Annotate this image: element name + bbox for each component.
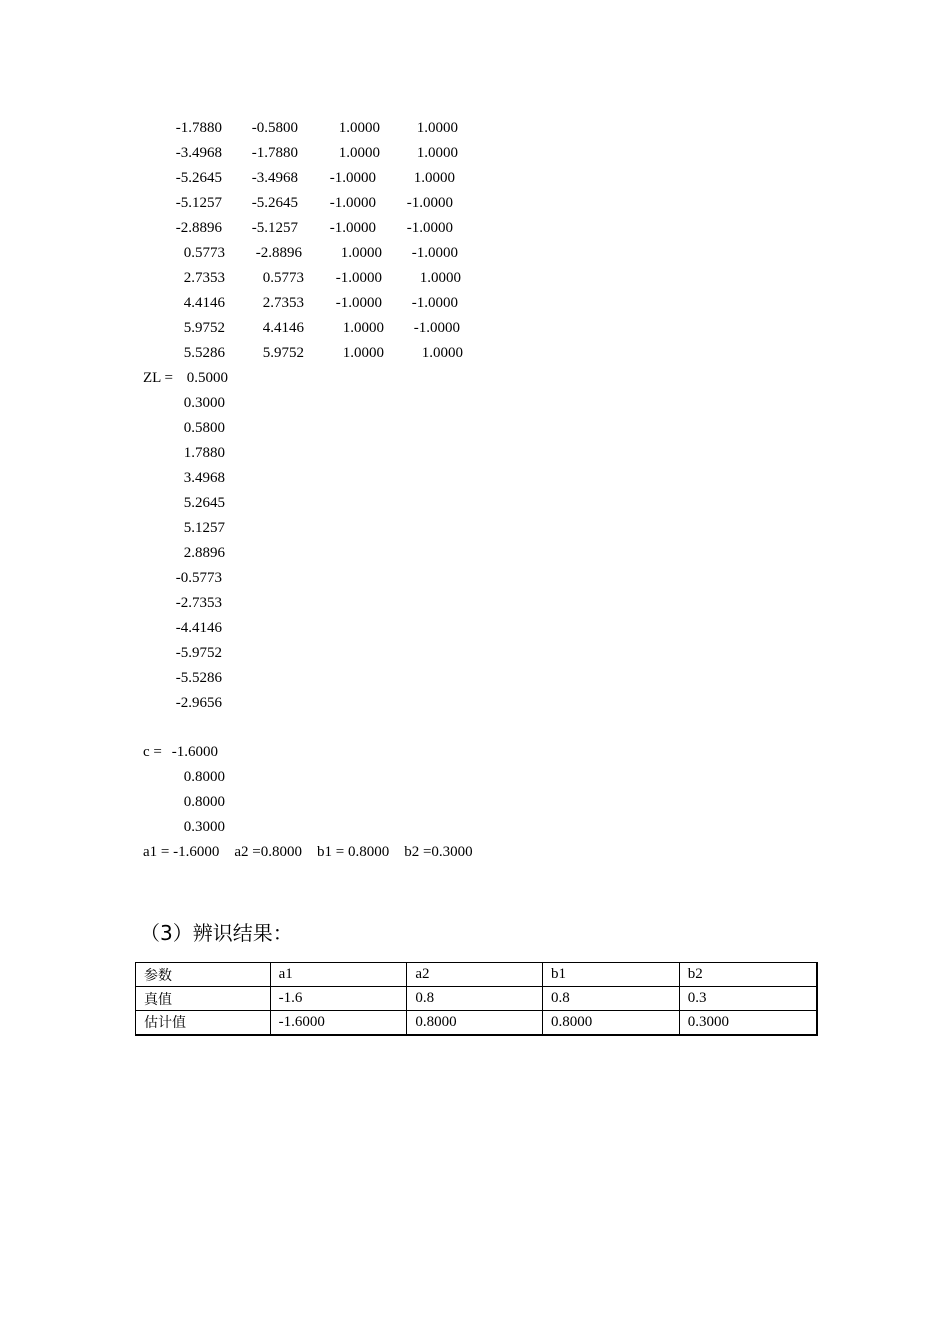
table-header-cell: b2 xyxy=(679,963,817,987)
matrix-cell: -1.0000 xyxy=(406,220,453,236)
matrix-cell: 5.9752 xyxy=(183,320,225,336)
matrix-cell: 0.5773 xyxy=(262,270,304,286)
matrix-cell: -5.2645 xyxy=(175,170,222,186)
zl-value: -2.7353 xyxy=(175,595,222,611)
matrix-cell: -1.0000 xyxy=(411,295,458,311)
table-header-cell: b1 xyxy=(543,963,680,987)
matrix-cell: 1.0000 xyxy=(338,145,380,161)
matrix-cell: -5.1257 xyxy=(175,195,222,211)
c-value: 0.8000 xyxy=(183,794,225,810)
table-header-row xyxy=(136,963,818,987)
zl-value: 3.4968 xyxy=(183,470,225,486)
matrix-cell: -5.2645 xyxy=(251,195,298,211)
matrix-cell: 2.7353 xyxy=(262,295,304,311)
zl-value: 5.2645 xyxy=(183,495,225,511)
matrix-cell: -1.7880 xyxy=(175,120,222,136)
matrix-cell: 1.0000 xyxy=(419,270,461,286)
table-cell: 0.8 xyxy=(407,987,543,1011)
matrix-cell: -5.1257 xyxy=(251,220,298,236)
matrix-cell: -2.8896 xyxy=(255,245,302,261)
matrix-cell: 1.0000 xyxy=(416,120,458,136)
zl-value: 5.1257 xyxy=(183,520,225,536)
matrix-cell: 1.0000 xyxy=(342,345,384,361)
matrix-cell: 2.7353 xyxy=(183,270,225,286)
matrix-cell: -1.0000 xyxy=(335,295,382,311)
matrix-cell: -1.0000 xyxy=(335,270,382,286)
zl-value: -0.5773 xyxy=(175,570,222,586)
matrix-cell: -0.5800 xyxy=(251,120,298,136)
matrix-cell: 1.0000 xyxy=(413,170,455,186)
zl-value: 0.5000 xyxy=(186,370,228,386)
matrix-cell: -3.4968 xyxy=(175,145,222,161)
table-cell: 0.3000 xyxy=(679,1011,817,1035)
table-cell: -1.6 xyxy=(270,987,407,1011)
section-heading: （3）辨识结果： xyxy=(140,921,293,945)
table-cell: 0.8000 xyxy=(407,1011,543,1035)
table-cell: 估计值 xyxy=(136,1011,271,1035)
matrix-cell: 1.0000 xyxy=(421,345,463,361)
matrix-cell: 1.0000 xyxy=(342,320,384,336)
results-table xyxy=(135,962,818,1036)
matrix-cell: 5.5286 xyxy=(183,345,225,361)
matrix-cell: -1.0000 xyxy=(413,320,460,336)
matrix-cell: -1.0000 xyxy=(329,170,376,186)
table-header-cell: 参数 xyxy=(136,963,271,987)
table-row xyxy=(136,987,818,1011)
zl-value: -5.9752 xyxy=(175,645,222,661)
zl-value: -2.9656 xyxy=(175,695,222,711)
matrix-cell: 1.0000 xyxy=(416,145,458,161)
matrix-cell: -3.4968 xyxy=(251,170,298,186)
c-value: 0.8000 xyxy=(183,769,225,785)
matrix-cell: -1.0000 xyxy=(411,245,458,261)
zl-value: 0.3000 xyxy=(183,395,225,411)
table-cell: 0.8000 xyxy=(543,1011,680,1035)
c-value: -1.6000 xyxy=(171,744,218,760)
matrix-cell: 1.0000 xyxy=(338,120,380,136)
zl-value: -5.5286 xyxy=(175,670,222,686)
zl-label: ZL = xyxy=(143,370,173,386)
matrix-cell: -2.8896 xyxy=(175,220,222,236)
matrix-cell: -1.0000 xyxy=(406,195,453,211)
matrix-cell: -1.0000 xyxy=(329,220,376,236)
table-cell: 真值 xyxy=(136,987,271,1011)
zl-value: 2.8896 xyxy=(183,545,225,561)
zl-value: 0.5800 xyxy=(183,420,225,436)
matrix-cell: 5.9752 xyxy=(262,345,304,361)
table-header-cell: a2 xyxy=(407,963,543,987)
table-cell: -1.6000 xyxy=(270,1011,407,1035)
zl-value: 1.7880 xyxy=(183,445,225,461)
table-cell: 0.3 xyxy=(679,987,817,1011)
matrix-cell: 4.4146 xyxy=(262,320,304,336)
matrix-cell: 4.4146 xyxy=(183,295,225,311)
c-value: 0.3000 xyxy=(183,819,225,835)
matrix-cell: -1.7880 xyxy=(251,145,298,161)
matrix-cell: 0.5773 xyxy=(183,245,225,261)
table-header-cell: a1 xyxy=(270,963,407,987)
table-row xyxy=(136,1011,818,1035)
table-cell: 0.8 xyxy=(543,987,680,1011)
matrix-cell: 1.0000 xyxy=(340,245,382,261)
matrix-cell: -1.0000 xyxy=(329,195,376,211)
params-line: a1 = -1.6000 a2 =0.8000 b1 = 0.8000 b2 =0.3000 xyxy=(143,844,473,860)
c-label: c = xyxy=(143,744,162,760)
zl-value: -4.4146 xyxy=(175,620,222,636)
